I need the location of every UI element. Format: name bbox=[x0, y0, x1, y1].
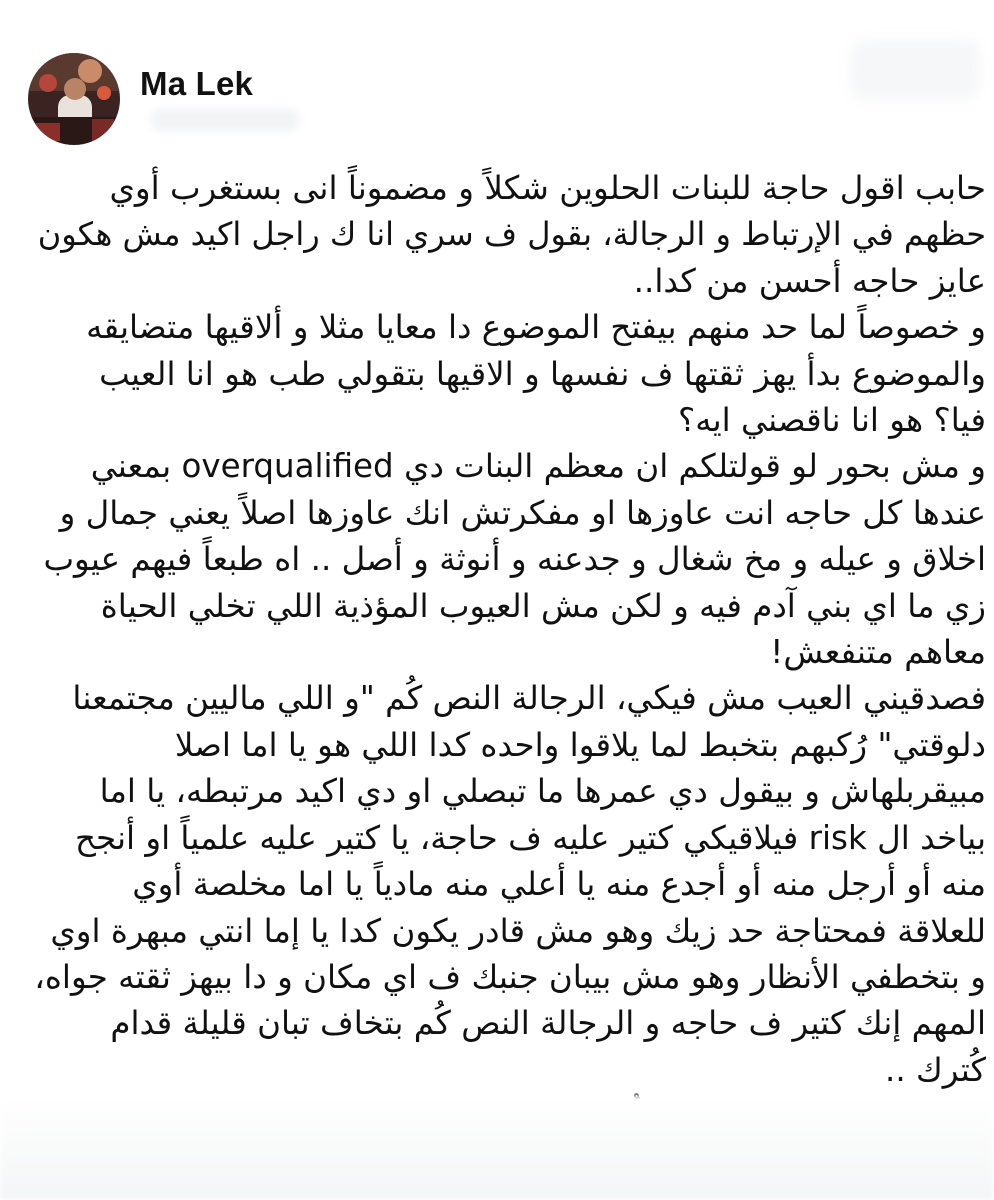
post-line: المهم إنك كتير ف حاجه و الرجالة النص كُم بتخاف تبان قليلة قدام bbox=[110, 1004, 986, 1043]
blurred-post-meta bbox=[150, 108, 300, 132]
post-line: منه أو أرجل منه أو أجدع منه يا أعلي منه مادياً يا اما مخلصة أوي bbox=[132, 865, 986, 904]
post-line: معاهم متنفعش! bbox=[770, 633, 986, 672]
post-line: عايز حاجه أحسن من كدا.. bbox=[633, 261, 986, 300]
blurred-corner-area bbox=[850, 40, 980, 100]
post-line: فصدقيني العيب مش فيكي، الرجالة النص كُم "و اللي ماليين مجتمعنا bbox=[72, 679, 986, 718]
author-name[interactable]: Ma Lek bbox=[140, 65, 254, 102]
avatar[interactable] bbox=[28, 53, 120, 145]
post-line: حابب اقول حاجة للبنات الحلوين شكلاً و مضموناً انى بستغرب أوي bbox=[109, 169, 986, 207]
post-line: و بتخطفي الأنظار وهو مش بيبان جنبك ف اي مكان و دا بيهز ثقته جواه، bbox=[34, 957, 986, 996]
post-line: و مش بحور لو قولتلكم ان معظم البنات دي overqualified بمعني bbox=[90, 447, 986, 486]
post-line: عندها كل حاجه انت عاوزها او مفكرتش انك عاوزها اصلاً يعني جمال و bbox=[59, 493, 986, 532]
post-line: حظهم في الإرتباط و الرجالة، بقول ف سري انا ك راجل اكيد مش هكون bbox=[37, 215, 986, 254]
post-line: اخلاق و عيله و مخ شغال و جدعنه و أنوثة و أصل .. اه طبعاً فيهم عيوب bbox=[43, 540, 986, 579]
post-line: دلوقتي" رُكبهم بتخبط لما يلاقوا واحده كدا اللي هو يا اما اصلا bbox=[174, 725, 986, 764]
avatar-photo-icon bbox=[28, 53, 120, 145]
post-line: بياخد ال risk فيلاقيكي كتير عليه ف حاجة، يا كتير عليه علمياً او أنجح bbox=[75, 818, 986, 857]
post-line: مبيقربلهاش و بيقول دي عمرها ما تبصلي او دي اكيد مرتبطه، يا اما bbox=[99, 772, 986, 811]
blurred-footer-area bbox=[0, 1095, 994, 1200]
post-line: فيا؟ هو انا ناقصني ايه؟ bbox=[677, 401, 986, 440]
post-body bbox=[26, 165, 986, 1140]
post-line: و خصوصاً لما حد منهم بيفتح الموضوع دا معايا مثلا و ألاقيها متضايقه bbox=[86, 308, 986, 347]
post-line: زي ما اي بني آدم فيه و لكن مش العيوب المؤذية اللي تخلي الحياة bbox=[100, 586, 986, 625]
post-line: والموضوع بدأ يهز ثقتها ف نفسها و الاقيها بتقولي طب هو انا العيب bbox=[99, 354, 986, 393]
post-line: للعلاقة فمحتاجة حد زيك وهو مش قادر يكون كدا يا إما انتي مبهرة اوي bbox=[50, 911, 986, 950]
post-line: كُترك .. bbox=[885, 1050, 986, 1089]
